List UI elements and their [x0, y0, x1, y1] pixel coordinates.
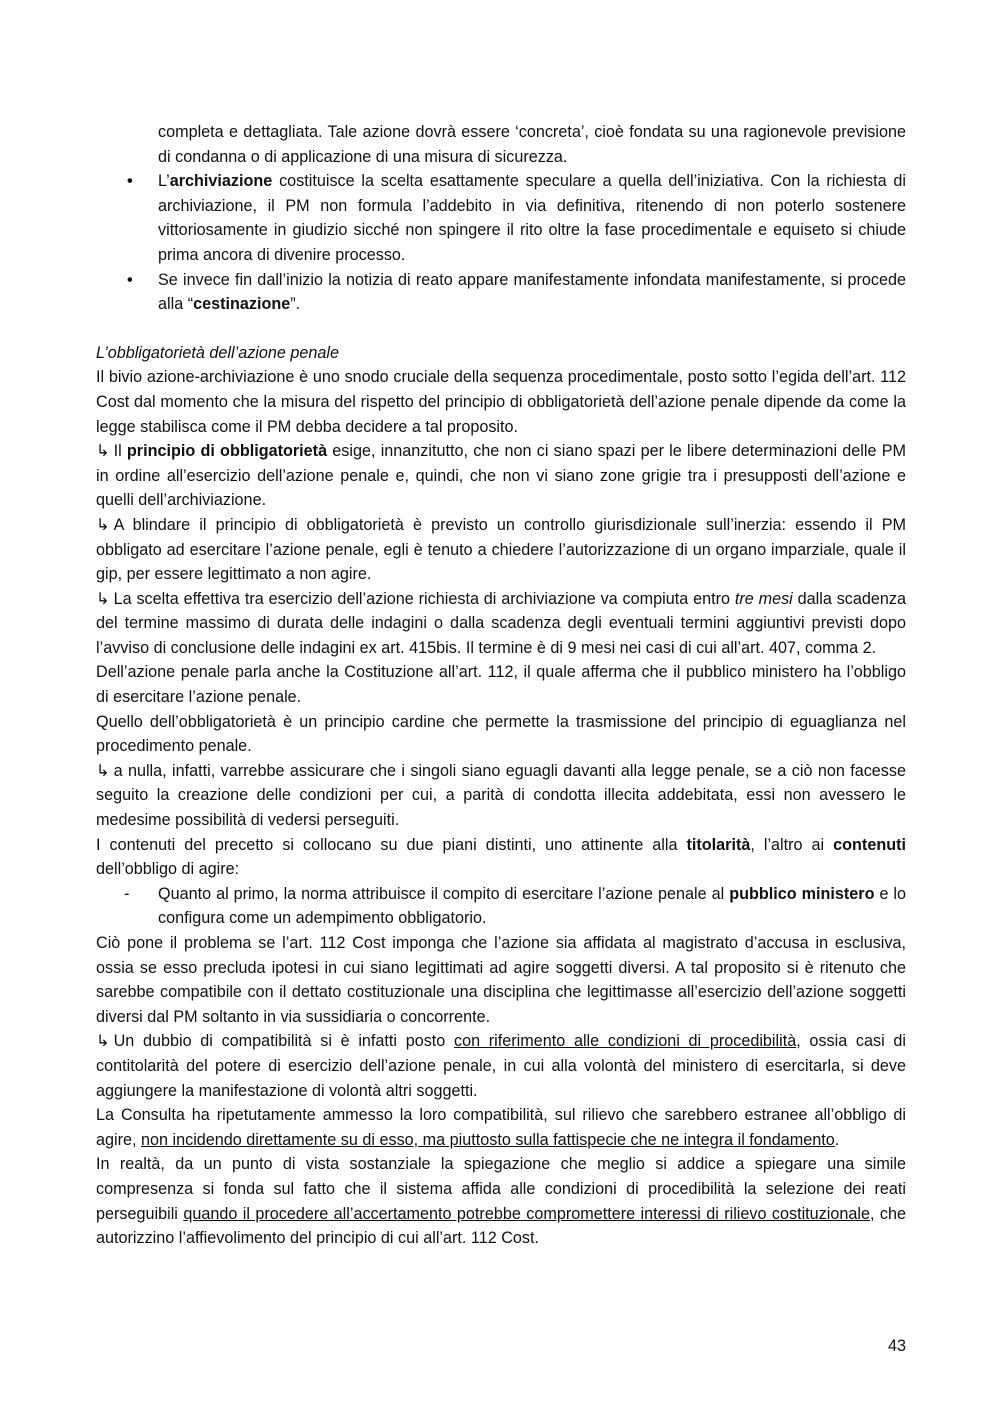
underlined-text: non incidendo direttamente su di esso, ma piuttosto sulla fattispecie che ne integra il fondamento	[141, 1130, 835, 1149]
dash-marker: -	[124, 884, 130, 903]
bullet-marker: •	[127, 172, 133, 191]
paragraph: Dell’azione penale parla anche la Costituzione all’art. 112, il quale afferma che il pubblico ministero ha l’obbligo di esercitare l’azione penale.	[96, 663, 906, 707]
bullet-item-cestinazione: • Se invece fin dall’inizio la notizia di reato appare manifestamente infondata manifestamente, si procede alla “cestinazione”.	[96, 268, 906, 317]
arrow-icon: ↳	[96, 589, 110, 608]
paragraph-principio: ↳ Il principio di obbligatorietà esige, innanzitutto, che non ci siano spazi per le libere determinazioni delle PM in ordine all’esercizio dell’azione penale e, quindi, che non vi siano zone grigie tra i presupposti dell’azione e quelli dell’archiviazione.	[96, 442, 906, 510]
paragraph-procedibilita: ↳ Un dubbio di compatibilità si è infatti posto con riferimento alle condizioni di procedibilità, ossia casi di contitolarità del potere di esercizio dell’azione penale, in cui alla volontà del ministero di esercitarla, si deve aggiungere la manifestazione di volontà altri soggetti.	[96, 1032, 906, 1100]
term-archiviazione: archiviazione	[169, 172, 273, 191]
page-number: 43	[887, 1337, 906, 1355]
term-tre-mesi: tre mesi	[734, 589, 793, 608]
arrow-icon: ↳	[96, 761, 110, 780]
spacer	[96, 317, 906, 341]
paragraph: Ciò pone il problema se l’art. 112 Cost imponga che l’azione sia affidata al magistrato d’accusa in esclusiva, ossia se esso precluda ipotesi in cui siano legittimati ad agire soggetti diversi. A tal proposito si è ritenuto che sarebbe compatibile con il dettato costituzionale una disciplina che legittimasse all’esercizio dell’azione soggetti diversi dal PM soltanto in via sussidiaria o concorrente.	[96, 934, 906, 1026]
arrow-icon: ↳	[96, 1032, 110, 1051]
paragraph-controllo: ↳ A blindare il principio di obbligatorietà è previsto un controllo giurisdizionale sull’inerzia: essendo il PM obbligato ad esercitare l’azione penale, egli è tenuto a chiedere l’autorizzazione di un organo imparziale, quale il gip, per essere legittimato a non agire.	[96, 515, 906, 584]
term-cestinazione: cestinazione	[193, 295, 291, 314]
paragraph-contenuti: I contenuti del precetto si collocano su due piani distinti, uno attinente alla titolarità, l’altro ai contenuti dell’obbligo di agire:	[96, 835, 906, 879]
term-contenuti: contenuti	[833, 835, 906, 854]
bullet-marker: •	[127, 270, 133, 289]
underlined-text: quando il procedere all’accertamento potrebbe compromettere interessi di rilievo costituzionale	[183, 1204, 870, 1223]
bullet-list	[96, 169, 906, 317]
term-pubblico-ministero: pubblico ministero	[729, 884, 875, 903]
dash-list	[96, 882, 906, 931]
underlined-text: con riferimento alle condizioni di procedibilità	[454, 1032, 797, 1051]
text-column	[96, 120, 906, 1251]
paragraph-termini: ↳ La scelta effettiva tra esercizio dell’azione richiesta di archiviazione va compiuta entro tre mesi dalla scadenza del termine massimo di durata delle indagini o dalla scadenza degli eventuali termini aggiuntivi previsti dopo l’avviso di conclusione delle indagini ex art. 415bis. Il termine è di 9 mesi nei casi di cui all’art. 407, comma 2.	[96, 589, 906, 657]
arrow-icon: ↳	[96, 442, 110, 461]
arrow-icon: ↳	[96, 515, 110, 534]
dash-item: - Quanto al primo, la norma attribuisce il compito di esercitare l’azione penale al pubblico ministero e lo configura come un adempimento obbligatorio.	[96, 882, 906, 931]
paragraph-eguaglianza: ↳ a nulla, infatti, varrebbe assicurare che i singoli siano eguagli davanti alla legge penale, se a ciò non facesse seguito la creazione delle condizioni per cui, a parità di condotta illecita addebitata, essi non avessero le medesime possibilità di vedersi perseguiti.	[96, 761, 906, 830]
paragraph: Quello dell’obbligatorietà è un principio cardine che permette la trasmissione del principio di eguaglianza nel procedimento penale.	[96, 712, 906, 756]
paragraph: Il bivio azione-archiviazione è uno snodo cruciale della sequenza procedimentale, posto sotto l’egida dell’art. 112 Cost dal momento che la misura del rispetto del principio di obbligatorietà dell’azione penale dipende da come la legge stabilisca come il PM debba decidere a tal proposito.	[96, 368, 906, 436]
term-principio-obbligatorieta: principio di obbligatorietà	[126, 442, 328, 461]
bullet-item-archiviazione: • L’archiviazione costituisce la scelta esattamente speculare a quella dell’iniziativa. Con la richiesta di archiviazione, il PM non formula l’addebito in via definitiva, ritenendo di non poterlo sostenere vittoriosamente in giudizio sicché non spingere il rito oltre la fase procedimentale e equiseto si chiude prima ancora di divenire processo.	[96, 169, 906, 267]
paragraph-continuation: completa e dettagliata. Tale azione dovrà essere ‘concreta’, cioè fondata su una ragionevole previsione di condanna o di applicazione di una misura di sicurezza.	[158, 123, 906, 166]
paragraph-consulta: La Consulta ha ripetutamente ammesso la loro compatibilità, sul rilievo che sarebbero estranee all’obbligo di agire, non incidendo direttamente su di esso, ma piuttosto sulla fattispecie che ne integra il fondamento.	[96, 1106, 906, 1149]
term-titolarita: titolarità	[686, 835, 751, 854]
paragraph-realta: In realtà, da un punto di vista sostanziale la spiegazione che meglio si addice a spiegare una simile compresenza si fonda sul fatto che il sistema affida alle condizioni di procedibilità la selezione dei reati perseguibili quando il procedere all’accertamento potrebbe compromettere interessi di rilievo costituzionale, che autorizzino l’affievolimento del principio di cui all’art. 112 Cost.	[96, 1155, 906, 1248]
section-heading: L’obbligatorietà dell’azione penale	[96, 343, 340, 362]
